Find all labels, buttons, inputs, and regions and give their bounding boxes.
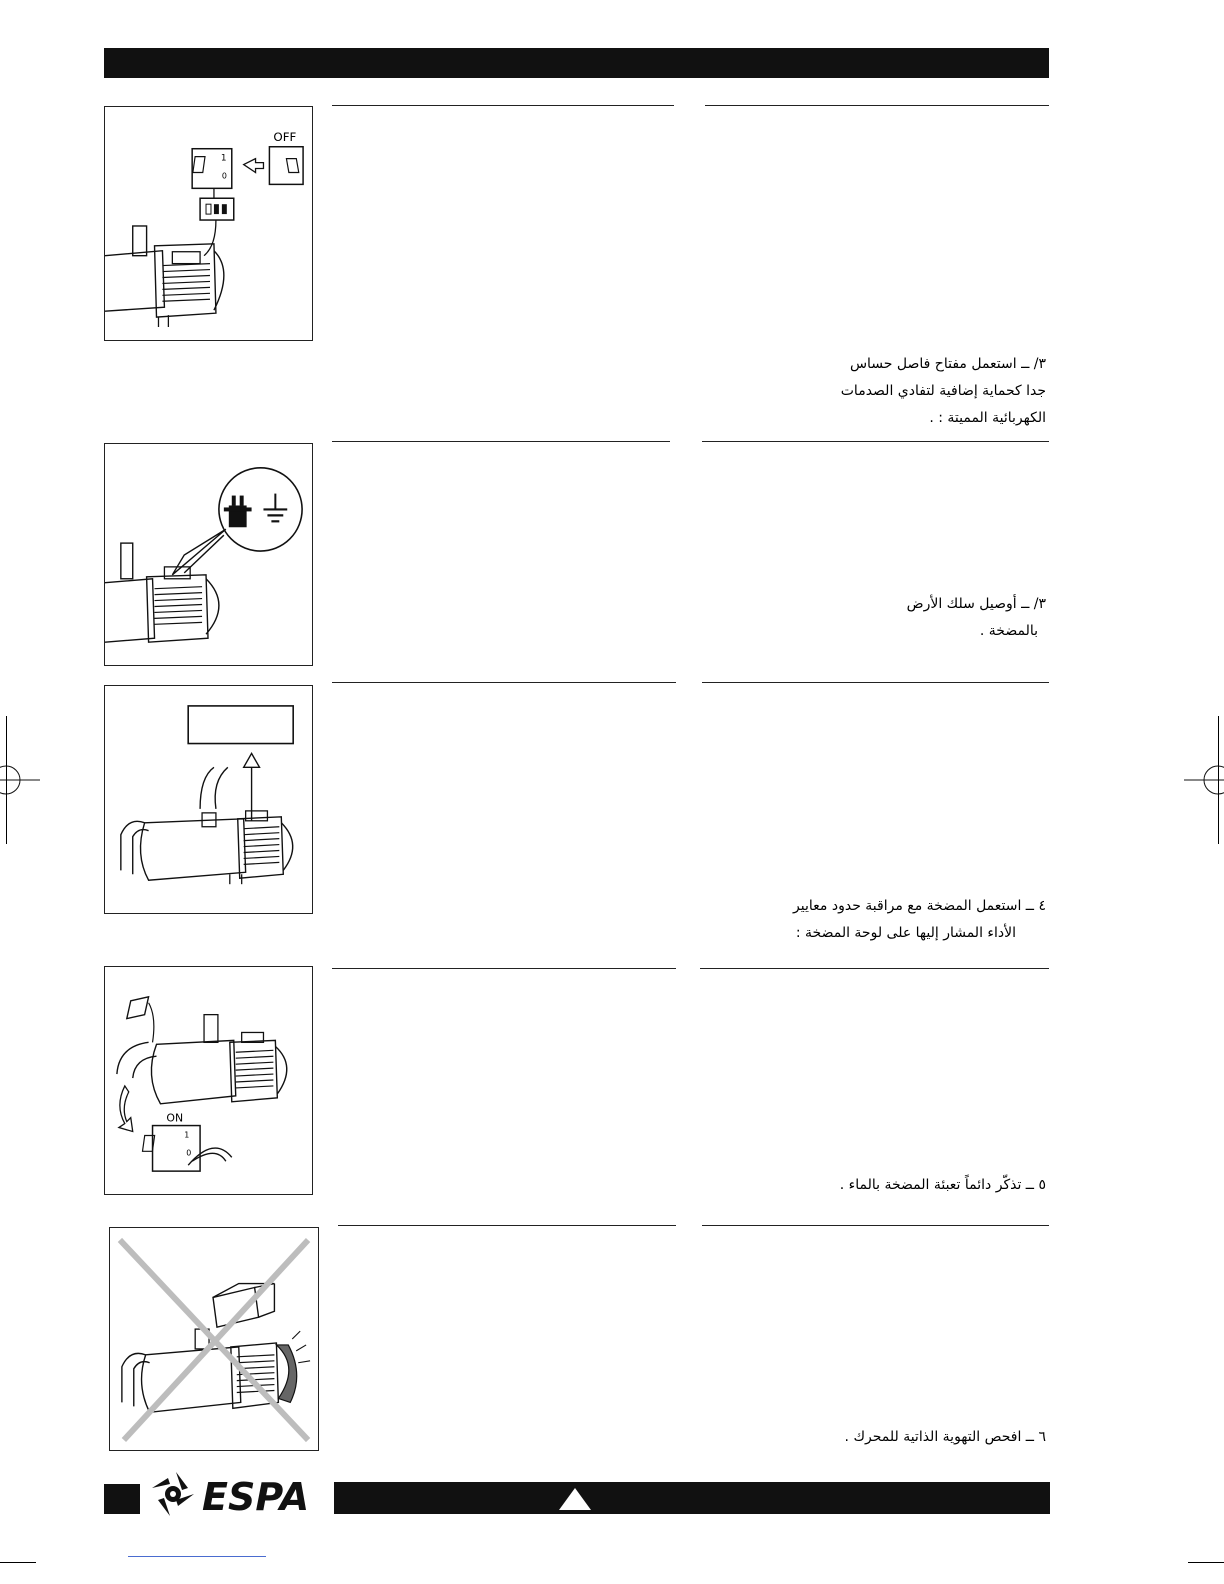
text-line: ٦ ــ افحص التهوية الذاتية للمحرك . bbox=[844, 1429, 1046, 1445]
rule-4-left bbox=[332, 968, 676, 969]
crop-mark bbox=[1218, 716, 1219, 844]
text-line: الأداء المشار إليها على لوحة المضخة : bbox=[795, 925, 1016, 941]
text-line: الكهربائية المميتة : . bbox=[929, 410, 1046, 426]
rule-2-right bbox=[702, 441, 1049, 442]
switch-on-mark: 1 bbox=[220, 153, 227, 164]
rule-3-left bbox=[332, 682, 676, 683]
text-line: جدا كحماية إضافية لتفادي الصدمات bbox=[840, 383, 1046, 399]
link-underline bbox=[128, 1556, 266, 1557]
pump-priming-illustration bbox=[105, 967, 312, 1194]
crop-mark bbox=[6, 716, 7, 844]
pump-ground-illustration bbox=[105, 444, 312, 665]
rule-3-right bbox=[702, 682, 1049, 683]
section-1-text bbox=[841, 351, 1046, 432]
crop-mark bbox=[1188, 1562, 1224, 1563]
figure-nameplate bbox=[104, 685, 313, 914]
section-3-text bbox=[793, 893, 1046, 947]
rule-4-right bbox=[700, 968, 1049, 969]
text-line: ٣/ ــ أوصيل سلك الأرض bbox=[906, 596, 1046, 612]
text-line: بالمضخة . bbox=[979, 623, 1038, 639]
pump-nameplate-illustration bbox=[105, 686, 312, 913]
text-line: ٣/ ــ استعمل مفتاح فاصل حساس bbox=[849, 356, 1046, 372]
figure-priming bbox=[104, 966, 313, 1195]
crop-mark bbox=[0, 1562, 36, 1563]
footer-bar bbox=[334, 1482, 1050, 1514]
section-2-text bbox=[907, 591, 1046, 645]
pump-ventilation-illustration bbox=[110, 1228, 318, 1450]
switch-off-mark: 0 bbox=[186, 1148, 192, 1158]
switch-label: ON bbox=[166, 1111, 184, 1125]
figure-ground-wire bbox=[104, 443, 313, 666]
up-triangle-icon bbox=[557, 1486, 593, 1512]
espa-logo bbox=[148, 1466, 328, 1522]
text-line: ٥ ــ تذكّر دائماً تعبئة المضخة بالماء . bbox=[839, 1177, 1046, 1193]
switch-on-mark: 1 bbox=[184, 1130, 190, 1140]
brand-name: ESPA bbox=[202, 1475, 310, 1519]
top-banner bbox=[104, 48, 1049, 78]
rule-2-left bbox=[332, 441, 670, 442]
figure-ventilation bbox=[109, 1227, 319, 1451]
section-4-text bbox=[840, 1172, 1046, 1199]
pump-switch-off-illustration bbox=[105, 107, 312, 340]
footer-left-block bbox=[104, 1484, 140, 1514]
switch-off-mark: 0 bbox=[221, 171, 227, 181]
text-line: ٤ ــ استعمل المضخة مع مراقبة حدود معايير bbox=[793, 898, 1046, 914]
section-5-text bbox=[845, 1424, 1046, 1451]
switch-label: OFF bbox=[273, 129, 297, 144]
rule-5-left bbox=[338, 1225, 676, 1226]
rule-1-right bbox=[705, 105, 1049, 106]
figure-switch-off bbox=[104, 106, 313, 341]
rule-1-left bbox=[332, 105, 674, 106]
rule-5-right bbox=[702, 1225, 1049, 1226]
